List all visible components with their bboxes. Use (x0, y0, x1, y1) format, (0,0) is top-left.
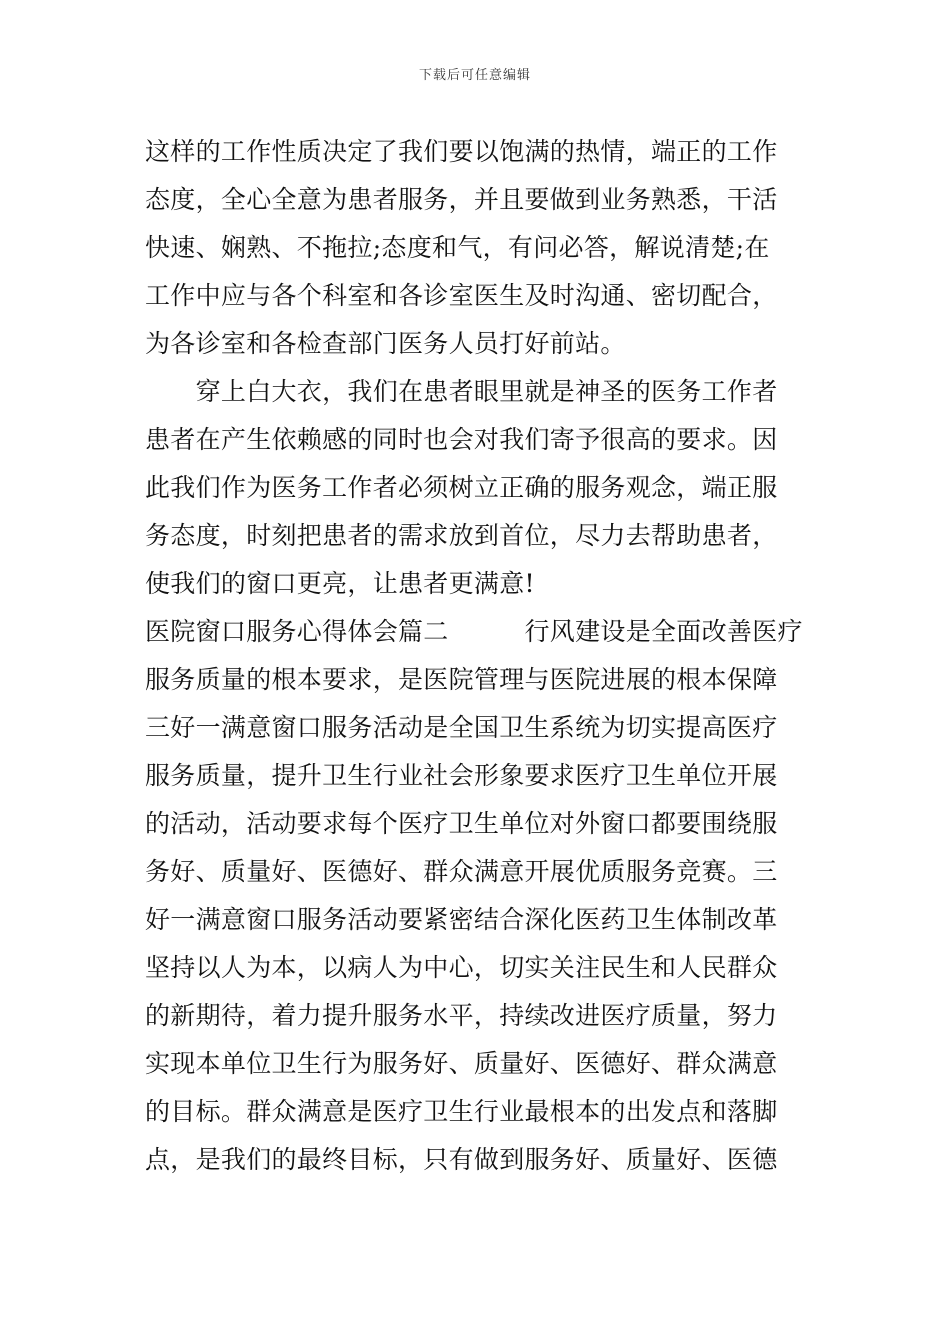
text-line: 务态度，时刻把患者的需求放到首位，尽力去帮助患者， (145, 521, 778, 550)
text-line: 穿上白大衣，我们在患者眼里就是神圣的医务工作者 (145, 377, 778, 406)
text-line: 使我们的窗口更亮，让患者更满意! (145, 569, 535, 598)
text-line: 态度，全心全意为患者服务，并且要做到业务熟悉，干活 (145, 185, 778, 214)
text-line: 三好一满意窗口服务活动是全国卫生系统为切实提高医疗 (145, 713, 778, 742)
document-body (145, 128, 825, 1184)
text-line: 为各诊室和各检查部门医务人员打好前站。 (145, 329, 626, 358)
text-line: 的新期待，着力提升服务水平，持续改进医疗质量，努力 (145, 1001, 778, 1030)
text-line: 工作中应与各个科室和各诊室医生及时沟通、密切配合， (145, 281, 778, 310)
text-line: 点，是我们的最终目标，只有做到服务好、质量好、医德 (145, 1145, 778, 1174)
text-line: 的目标。群众满意是医疗卫生行业最根本的出发点和落脚 (145, 1097, 778, 1126)
text-line: 快速、娴熟、不拖拉;态度和气，有问必答，解说清楚;在 (145, 233, 770, 262)
header-note: 下载后可任意编辑 (418, 68, 531, 83)
text-line: 医院窗口服务心得体会篇二 行风建设是全面改善医疗 (145, 617, 803, 646)
text-line: 服务质量的根本要求，是医院管理与医院进展的根本保障 (145, 665, 778, 694)
text-line: 实现本单位卫生行为服务好、质量好、医德好、群众满意 (145, 1049, 778, 1078)
text-line: 好一满意窗口服务活动要紧密结合深化医药卫生体制改革 (145, 905, 778, 934)
text-line: 此我们作为医务工作者必须树立正确的服务观念，端正服 (145, 473, 778, 502)
text-line: 服务质量，提升卫生行业社会形象要求医疗卫生单位开展 (145, 761, 778, 790)
text-line: 坚持以人为本，以病人为中心，切实关注民生和人民群众 (145, 953, 778, 982)
text-line: 务好、质量好、医德好、群众满意开展优质服务竞赛。三 (145, 857, 778, 886)
text-line: 这样的工作性质决定了我们要以饱满的热情，端正的工作 (145, 137, 778, 166)
text-line: 的活动，活动要求每个医疗卫生单位对外窗口都要围绕服 (145, 809, 778, 838)
text-line: 患者在产生依赖感的同时也会对我们寄予很高的要求。因 (145, 425, 778, 454)
